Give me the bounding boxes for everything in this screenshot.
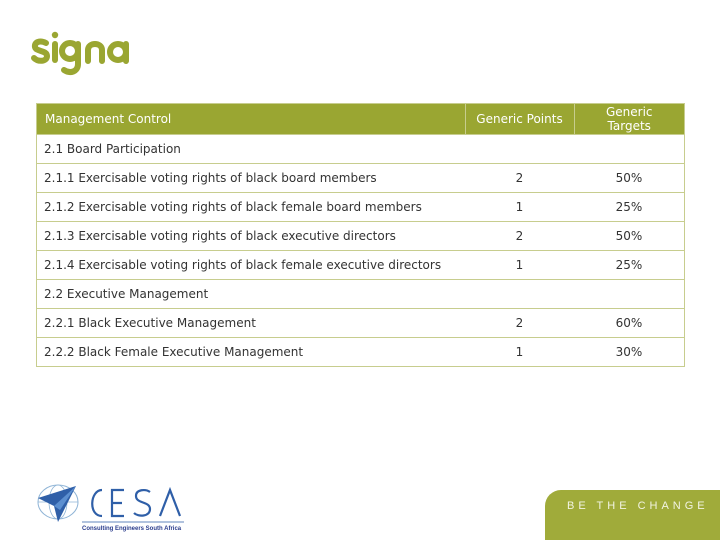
row-label: 2.2.1 Black Executive Management	[37, 309, 466, 338]
cesa-logo	[36, 482, 188, 538]
row-target: 50%	[574, 222, 685, 251]
section-label: 2.1 Board Participation	[37, 135, 685, 164]
section-label: 2.2 Executive Management	[37, 280, 685, 309]
row-points: 2	[465, 309, 574, 338]
row-target: 25%	[574, 251, 685, 280]
row-points: 2	[465, 164, 574, 193]
slogan-text: BE THE CHANGE	[567, 500, 709, 512]
header-generic-points: Generic Points	[465, 104, 574, 135]
row-label: 2.1.3 Exercisable voting rights of black executive directors	[37, 222, 466, 251]
table-header-row	[37, 104, 685, 135]
row-points: 2	[465, 222, 574, 251]
row-target: 30%	[574, 338, 685, 367]
header-management-control: Management Control	[37, 104, 466, 135]
section-row	[37, 280, 685, 309]
row-label: 2.2.2 Black Female Executive Management	[37, 338, 466, 367]
header-generic-targets: Generic Targets	[574, 104, 685, 135]
table-row	[37, 309, 685, 338]
table-row	[37, 338, 685, 367]
row-points: 1	[465, 193, 574, 222]
row-label: 2.1.2 Exercisable voting rights of black female board members	[37, 193, 466, 222]
row-target: 25%	[574, 193, 685, 222]
management-control-table	[36, 103, 685, 367]
section-row	[37, 135, 685, 164]
signa-logo	[30, 30, 134, 80]
row-target: 60%	[574, 309, 685, 338]
be-the-change-banner	[545, 490, 720, 540]
row-target: 50%	[574, 164, 685, 193]
row-points: 1	[465, 251, 574, 280]
row-label: 2.1.4 Exercisable voting rights of black female executive directors	[37, 251, 466, 280]
table-row	[37, 222, 685, 251]
row-points: 1	[465, 338, 574, 367]
table-row	[37, 164, 685, 193]
table-row	[37, 251, 685, 280]
cesa-tagline: Consulting Engineers South Africa	[82, 526, 182, 532]
table-row	[37, 193, 685, 222]
row-label: 2.1.1 Exercisable voting rights of black board members	[37, 164, 466, 193]
